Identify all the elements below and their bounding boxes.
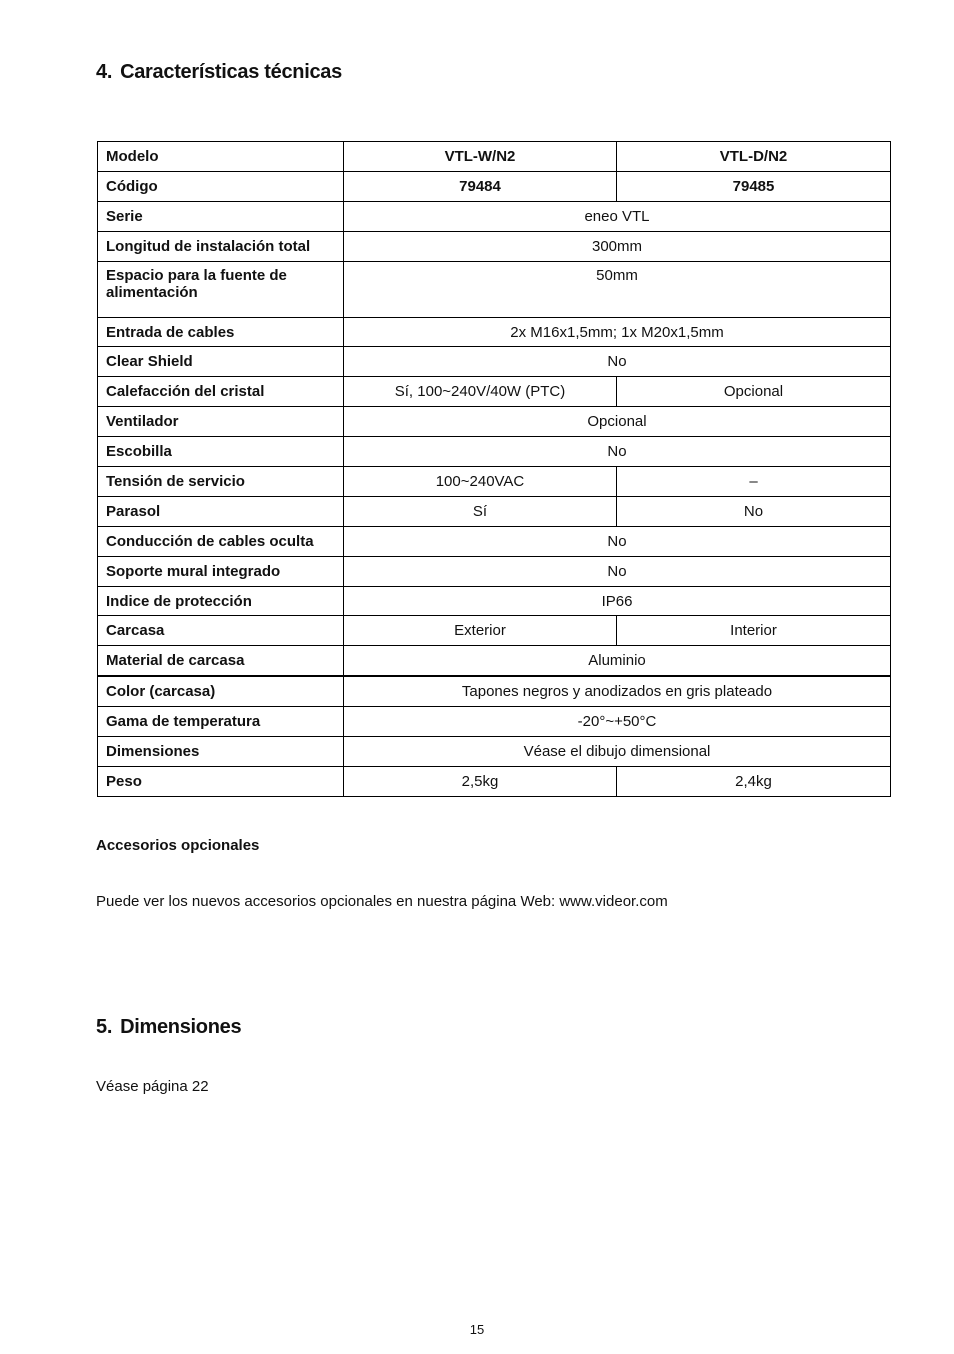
row-value-2: Opcional bbox=[617, 377, 891, 407]
table-row bbox=[98, 496, 891, 526]
section-5-text: Véase página 22 bbox=[96, 1078, 209, 1095]
table-row bbox=[98, 377, 891, 407]
table-row bbox=[98, 347, 891, 377]
section-4-heading bbox=[96, 61, 342, 84]
table-header-row bbox=[98, 142, 891, 172]
row-value-2: 2,4kg bbox=[617, 766, 891, 796]
row-label: Indice de protección bbox=[98, 586, 344, 616]
section-5-heading bbox=[96, 1016, 241, 1039]
row-label: Parasol bbox=[98, 496, 344, 526]
row-value: -20°~+50°C bbox=[344, 707, 891, 737]
row-label: Gama de temperatura bbox=[98, 707, 344, 737]
row-value-1: 79484 bbox=[344, 171, 617, 201]
row-value: 300mm bbox=[344, 231, 891, 261]
table-row bbox=[98, 171, 891, 201]
header-label: Modelo bbox=[98, 142, 344, 172]
table-row bbox=[98, 737, 891, 767]
row-label: Código bbox=[98, 171, 344, 201]
row-value: Véase el dibujo dimensional bbox=[344, 737, 891, 767]
row-label: Calefacción del cristal bbox=[98, 377, 344, 407]
table-row bbox=[98, 467, 891, 497]
row-label: Entrada de cables bbox=[98, 317, 344, 347]
row-label: Peso bbox=[98, 766, 344, 796]
row-value: eneo VTL bbox=[344, 201, 891, 231]
row-value: 50mm bbox=[344, 261, 891, 317]
row-label: Longitud de instalación total bbox=[98, 231, 344, 261]
row-label: Escobilla bbox=[98, 437, 344, 467]
row-label: Color (carcasa) bbox=[98, 676, 344, 706]
row-value: No bbox=[344, 347, 891, 377]
row-label: Soporte mural integrado bbox=[98, 556, 344, 586]
row-label: Clear Shield bbox=[98, 347, 344, 377]
row-value-1: 2,5kg bbox=[344, 766, 617, 796]
section-4-title: Características técnicas bbox=[120, 61, 342, 83]
row-label: Espacio para la fuente de alimentación bbox=[98, 261, 344, 317]
section-5-number: 5. bbox=[96, 1016, 113, 1038]
accessories-text: Puede ver los nuevos accesorios opcionales en nuestra página Web: www.videor.com bbox=[96, 893, 668, 910]
table-row bbox=[98, 231, 891, 261]
table-row bbox=[98, 407, 891, 437]
row-label: Conducción de cables oculta bbox=[98, 526, 344, 556]
section-4-number: 4. bbox=[96, 61, 113, 83]
table-row bbox=[98, 707, 891, 737]
row-value-1: Sí, 100~240V/40W (PTC) bbox=[344, 377, 617, 407]
table-row bbox=[98, 556, 891, 586]
row-value-2: No bbox=[617, 496, 891, 526]
header-model-2: VTL-D/N2 bbox=[617, 142, 891, 172]
table-row bbox=[98, 646, 891, 676]
row-label: Carcasa bbox=[98, 616, 344, 646]
table-row bbox=[98, 526, 891, 556]
row-value: IP66 bbox=[344, 586, 891, 616]
row-value-2: – bbox=[617, 467, 891, 497]
table-row bbox=[98, 586, 891, 616]
table-row bbox=[98, 201, 891, 231]
row-value: No bbox=[344, 556, 891, 586]
header-model-1: VTL-W/N2 bbox=[344, 142, 617, 172]
row-label: Dimensiones bbox=[98, 737, 344, 767]
row-value: Opcional bbox=[344, 407, 891, 437]
row-value-1: Sí bbox=[344, 496, 617, 526]
table-row bbox=[98, 261, 891, 317]
row-value: Aluminio bbox=[344, 646, 891, 676]
row-value: Tapones negros y anodizados en gris plateado bbox=[344, 676, 891, 706]
table-row bbox=[98, 676, 891, 706]
row-value: No bbox=[344, 437, 891, 467]
accessories-heading: Accesorios opcionales bbox=[96, 837, 260, 854]
spec-table bbox=[97, 141, 891, 797]
table-row bbox=[98, 317, 891, 347]
row-value: No bbox=[344, 526, 891, 556]
table-row bbox=[98, 766, 891, 796]
row-value-1: Exterior bbox=[344, 616, 617, 646]
row-label: Ventilador bbox=[98, 407, 344, 437]
row-label: Tensión de servicio bbox=[98, 467, 344, 497]
page-number: 15 bbox=[469, 1322, 485, 1337]
row-label: Material de carcasa bbox=[98, 646, 344, 676]
table-row bbox=[98, 437, 891, 467]
section-5-title: Dimensiones bbox=[120, 1016, 242, 1038]
row-label: Serie bbox=[98, 201, 344, 231]
row-value-2: Interior bbox=[617, 616, 891, 646]
row-value: 2x M16x1,5mm; 1x M20x1,5mm bbox=[344, 317, 891, 347]
row-value-1: 100~240VAC bbox=[344, 467, 617, 497]
row-value-2: 79485 bbox=[617, 171, 891, 201]
table-row bbox=[98, 616, 891, 646]
